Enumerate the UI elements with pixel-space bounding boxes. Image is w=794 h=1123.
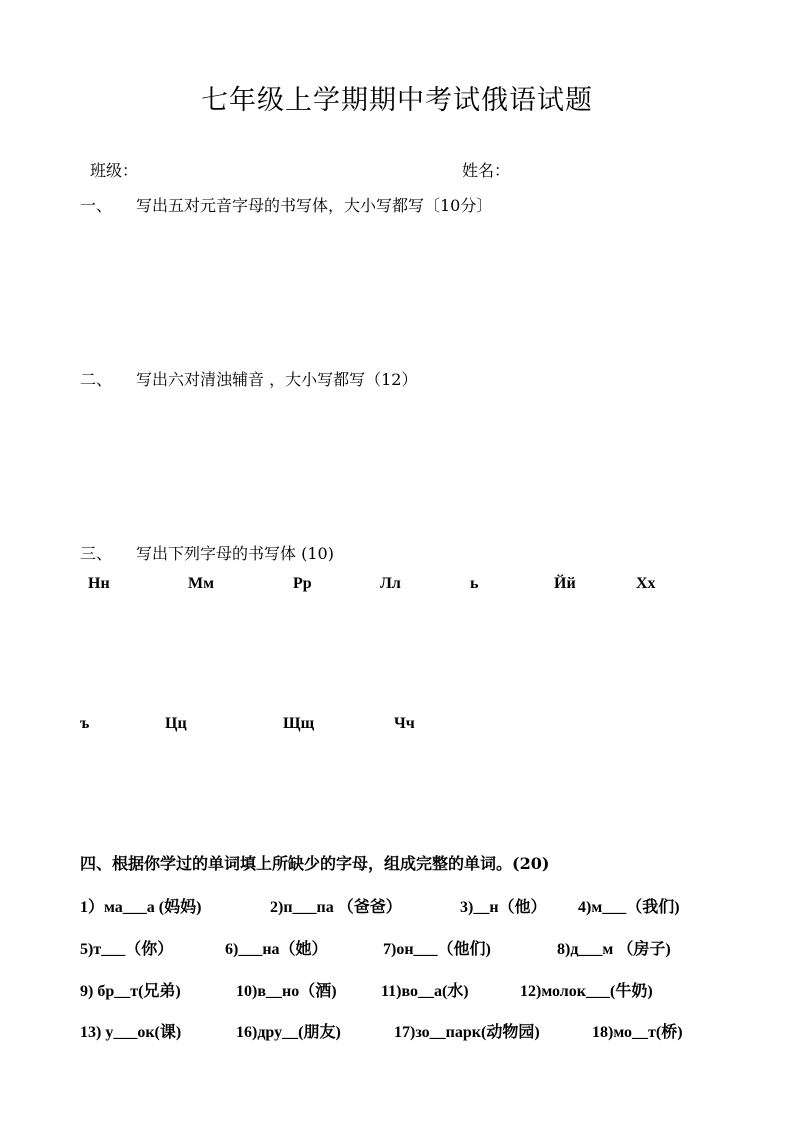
fill-item: 5)т___（你） (80, 941, 174, 958)
letter-item: Лл (380, 575, 401, 592)
fill-item: 8)д___м （房子) (557, 941, 671, 958)
section-1-number: 一、 (80, 196, 113, 215)
section-2-number: 二、 (80, 370, 113, 389)
fill-item: 9) бр__т(兄弟) (80, 983, 181, 1000)
fill-item: 11)во__а(水) (381, 983, 469, 1000)
letter-item: ъ (80, 715, 90, 732)
letter-item: ь (470, 575, 479, 592)
fill-item: 3)__н（他） (460, 899, 547, 916)
fill-item: 10)в__но（酒) (236, 983, 337, 1000)
class-label: 班级： (90, 161, 139, 180)
letter-item: Рр (293, 575, 312, 592)
fill-item: 1）ма___а (妈妈) (80, 899, 202, 916)
fill-item: 6)___на（她） (225, 941, 328, 958)
section-3-text: 写出下列字母的书写体 (10) (136, 544, 334, 563)
fill-item: 18)мо__т(桥) (592, 1024, 683, 1041)
fill-item: 13) у___ок(课) (80, 1024, 182, 1041)
section-2-text: 写出六对清浊辅音 ，大小写都写（12） (136, 370, 418, 389)
letter-item: Мм (188, 575, 214, 592)
letter-item: Хх (636, 575, 656, 592)
letter-item: Цц (165, 715, 187, 732)
fill-item: 7)он___（他们) (383, 941, 491, 958)
section-3-number: 三、 (80, 544, 113, 563)
fill-item: 17)зо__парк(动物园) (394, 1024, 540, 1041)
letter-item: Нн (88, 575, 110, 592)
section-4-heading: 四、根据你学过的单词填上所缺少的字母，组成完整的单词。(20) (80, 854, 550, 873)
letter-item: Чч (394, 715, 415, 732)
fill-item: 2)п___па （爸爸） (270, 899, 402, 916)
section-1-text: 写出五对元音字母的书写体，大小写都写〔10分〕 (136, 196, 493, 215)
letter-item: Щщ (283, 715, 315, 732)
letter-item: Йй (554, 575, 576, 592)
page-title: 七年级上学期期中考试俄语试题 (201, 85, 593, 116)
fill-item: 16)дру__(朋友) (236, 1024, 341, 1041)
name-label: 姓名： (462, 161, 511, 180)
fill-item: 4)м___（我们) (578, 899, 680, 916)
fill-item: 12)молок___(牛奶) (520, 983, 653, 1000)
